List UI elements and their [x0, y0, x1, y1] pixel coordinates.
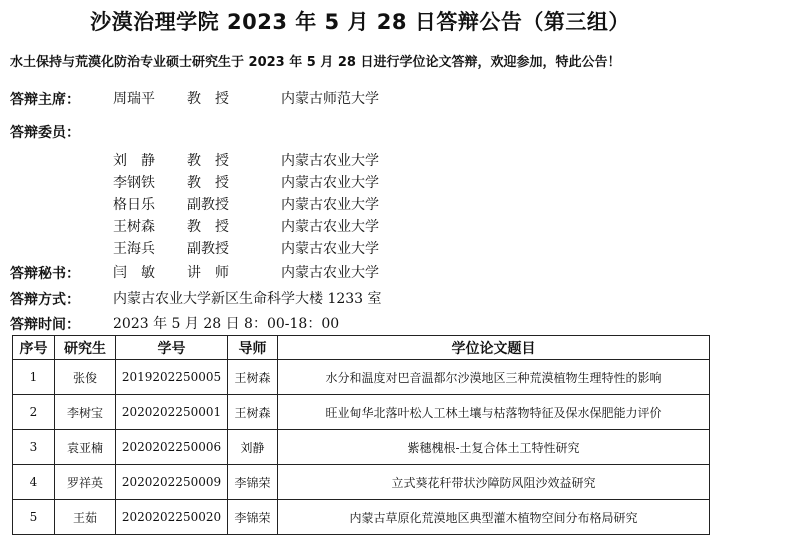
row-student: 张俊 [55, 360, 116, 395]
row-index: 2 [13, 395, 55, 430]
table-row [13, 395, 710, 430]
committee-label: 答辩委员： [10, 125, 80, 141]
row-index: 5 [13, 500, 55, 535]
member-org: 内蒙古农业大学 [281, 241, 379, 257]
row-student-id: 2020202250020 [116, 500, 228, 535]
row-student-id: 2020202250006 [116, 430, 228, 465]
member-rank: 副教授 [187, 241, 229, 257]
row-student: 袁亚楠 [55, 430, 116, 465]
row-thesis-title: 立式葵花秆带状沙障防风阻沙效益研究 [278, 465, 710, 500]
secretary-name: 闫 敏 [113, 265, 155, 281]
row-student-id: 2020202250009 [116, 465, 228, 500]
row-index: 4 [13, 465, 55, 500]
row-student-id: 2020202250001 [116, 395, 228, 430]
row-advisor: 王树森 [228, 360, 278, 395]
chair-org: 内蒙古师范大学 [281, 91, 379, 107]
member-org: 内蒙古农业大学 [281, 197, 379, 213]
member-rank: 教 授 [187, 175, 229, 191]
page-title: 沙漠治理学院 2023 年 5 月 28 日答辩公告（第三组） [90, 10, 630, 34]
member-name: 格日乐 [113, 197, 155, 213]
row-advisor: 王树森 [228, 395, 278, 430]
member-rank: 教 授 [187, 153, 229, 169]
header-advisor: 导师 [228, 336, 278, 360]
row-student: 罗祥英 [55, 465, 116, 500]
member-rank: 教 授 [187, 219, 229, 235]
member-name: 王海兵 [113, 241, 155, 257]
row-thesis-title: 旺业甸华北落叶松人工林土壤与枯落物特征及保水保肥能力评价 [278, 395, 710, 430]
method-value: 内蒙古农业大学新区生命科学大楼 1233 室 [113, 291, 382, 307]
member-org: 内蒙古农业大学 [281, 153, 379, 169]
member-name: 刘 静 [113, 153, 155, 169]
chair-rank: 教 授 [187, 91, 229, 107]
member-rank: 副教授 [187, 197, 229, 213]
row-advisor: 李锦荣 [228, 465, 278, 500]
member-name: 李钢铁 [113, 175, 155, 191]
table-row [13, 430, 710, 465]
row-student: 李树宝 [55, 395, 116, 430]
table-row [13, 465, 710, 500]
chair-name: 周瑞平 [113, 91, 155, 107]
chair-label: 答辩主席： [10, 92, 80, 108]
row-advisor: 刘静 [228, 430, 278, 465]
table-row [13, 500, 710, 535]
row-student-id: 2019202250005 [116, 360, 228, 395]
header-student: 研究生 [55, 336, 116, 360]
notice-text: 水土保持与荒漠化防治专业硕士研究生于 2023 年 5 月 28 日进行学位论文答辩，欢迎参加，特此公告！ [10, 55, 621, 70]
row-student: 王茹 [55, 500, 116, 535]
header-thesis-title: 学位论文题目 [278, 336, 710, 360]
header-index: 序号 [13, 336, 55, 360]
secretary-rank: 讲 师 [187, 265, 229, 281]
row-index: 1 [13, 360, 55, 395]
member-name: 王树森 [113, 219, 155, 235]
row-thesis-title: 紫穗槐根-土复合体土工特性研究 [278, 430, 710, 465]
time-value: 2023 年 5 月 28 日 8：00-18：00 [113, 316, 340, 332]
secretary-org: 内蒙古农业大学 [281, 265, 379, 281]
table-header-row [13, 336, 710, 360]
method-label: 答辩方式： [10, 292, 80, 308]
row-thesis-title: 水分和温度对巴音温都尔沙漠地区三种荒漠植物生理特性的影响 [278, 360, 710, 395]
member-org: 内蒙古农业大学 [281, 219, 379, 235]
row-index: 3 [13, 430, 55, 465]
table-row [13, 360, 710, 395]
row-advisor: 李锦荣 [228, 500, 278, 535]
time-label: 答辩时间： [10, 317, 80, 333]
member-org: 内蒙古农业大学 [281, 175, 379, 191]
row-thesis-title: 内蒙古草原化荒漠地区典型灌木植物空间分布格局研究 [278, 500, 710, 535]
thesis-table [12, 335, 710, 535]
header-student-id: 学号 [116, 336, 228, 360]
secretary-label: 答辩秘书： [10, 266, 80, 282]
